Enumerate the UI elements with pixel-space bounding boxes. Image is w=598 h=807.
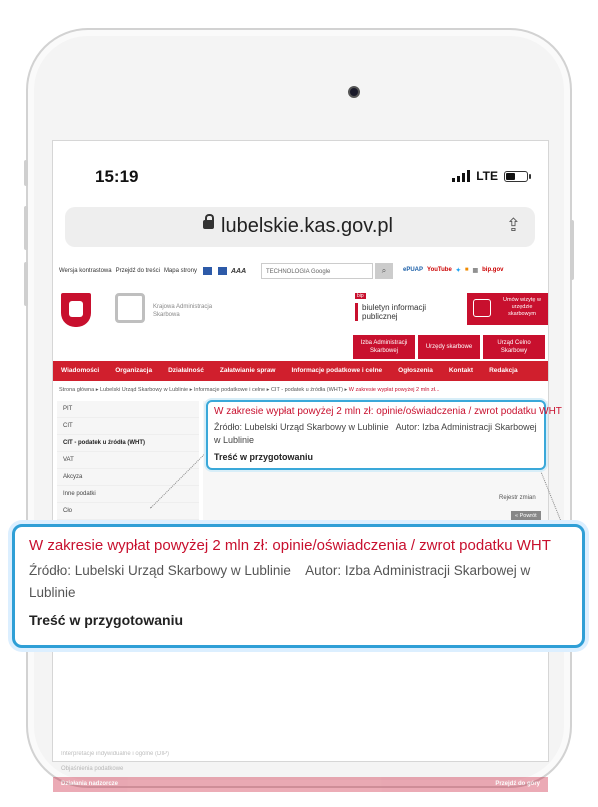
website xyxy=(53,259,562,787)
rss-icon[interactable]: ■ xyxy=(464,267,469,273)
sidebar-item[interactable]: Inne podatki xyxy=(57,486,199,503)
breadcrumb-item[interactable]: CIT - podatek u źródła (WHT) xyxy=(270,387,343,393)
article-author: Autor: Izba Administracji Skarbowej w Lublinie xyxy=(214,422,537,445)
bip-tag: bip xyxy=(357,293,364,299)
breadcrumb-item[interactable]: Strona główna xyxy=(59,387,95,393)
link-contrast[interactable]: Wersja kontrastowa xyxy=(59,268,112,274)
sidebar-item-active[interactable]: CIT - podatek u źródła (WHT) xyxy=(57,435,199,452)
sidebar-item[interactable]: VAT xyxy=(57,452,199,469)
breadcrumb-item[interactable]: Informacje podatkowe i celne xyxy=(193,387,266,393)
twitter-icon[interactable]: ✦ xyxy=(455,268,461,274)
article-title: W zakresie wypłat powyżej 2 mln zł: opinie/oświadczenia / zwrot podatku WHT xyxy=(29,537,551,554)
sidebar-item[interactable]: Cło xyxy=(57,503,199,520)
faded-item-active xyxy=(53,777,548,792)
back-to-top-link: Przejdź do góry xyxy=(495,781,540,787)
breadcrumb: Strona główna ▸ Lubelski Urząd Skarbowy w Lublinie ▸ Informacje podatkowe i celne ▸ CIT - podatek u źródła (WHT) ▸ W zakresie wypłat powyżej 2 mln zł... xyxy=(59,387,440,393)
signal-icon xyxy=(452,170,470,182)
share-icon[interactable]: ⇪ xyxy=(505,215,521,235)
faded-item: Objaśnienia podatkowe xyxy=(61,766,124,772)
nav-item[interactable]: Redakcja xyxy=(489,367,518,374)
font-size-toggle[interactable]: AAA xyxy=(230,267,247,275)
topbar-links xyxy=(59,267,246,275)
article-status: Treść w przygotowaniu xyxy=(29,612,184,628)
search-input[interactable]: TECHNOLOGIA Google xyxy=(261,263,373,279)
epuap-icon[interactable]: ePUAP xyxy=(403,267,424,273)
article-title: W zakresie wypłat powyżej 2 mln zł: opinie/oświadczenia / zwrot podatku WHT xyxy=(214,406,562,417)
kas-name: Krajowa Administracja Skarbowa xyxy=(153,304,213,318)
nav-item[interactable]: Kontakt xyxy=(448,367,474,374)
appointment-label: Umów wizytę w urzędzie skarbowym xyxy=(503,297,541,317)
appointment-button[interactable] xyxy=(467,293,548,325)
subtabs xyxy=(353,335,545,359)
status-indicators xyxy=(452,169,528,183)
youtube-icon[interactable]: YouTube xyxy=(427,267,452,273)
article-callout-zoomed xyxy=(12,524,585,648)
back-button[interactable]: « Powrót xyxy=(511,511,541,521)
faded-item: Interpretacje indywidualne i ogólne (DIP) xyxy=(61,751,170,757)
kas-logo-icon xyxy=(115,293,145,323)
sidebar-item[interactable]: PIT xyxy=(57,401,199,418)
article-source: Źródło: Lubelski Urząd Skarbowy w Lublinie xyxy=(214,422,389,432)
link-sitemap[interactable]: Mapa strony xyxy=(163,268,197,274)
article-source: Źródło: Lubelski Urząd Skarbowy w Lublinie xyxy=(29,563,291,578)
link-skip-content[interactable]: Przejdź do treści xyxy=(115,268,160,274)
bip-gov-link[interactable]: bip.gov xyxy=(482,267,504,273)
calendar-icon[interactable]: ▦ xyxy=(472,268,479,274)
change-log-link[interactable]: Rejestr zmian xyxy=(499,495,536,501)
sign-language-icon[interactable] xyxy=(218,267,227,275)
article-meta xyxy=(29,560,568,604)
sidebar-item[interactable]: Akcyza xyxy=(57,469,199,486)
search-icon[interactable]: ⌕ xyxy=(375,263,393,279)
bip-link[interactable]: biuletyn informacji publicznej xyxy=(355,303,458,321)
sidebar-item[interactable]: CIT xyxy=(57,418,199,435)
faded-item-label: Działania nadzorcze xyxy=(61,781,119,787)
address-bar[interactable] xyxy=(65,207,535,247)
subtab-ias[interactable]: Izba Administracji Skarbowej xyxy=(353,335,415,359)
nav-item[interactable]: Ogłoszenia xyxy=(398,367,433,374)
accessibility-icon[interactable] xyxy=(203,267,212,275)
network-label: LTE xyxy=(476,169,498,183)
status-time: 15:19 xyxy=(95,167,139,186)
nav-item[interactable]: Działalność xyxy=(168,367,204,374)
calendar-icon xyxy=(473,299,491,317)
phone-power-button xyxy=(570,220,574,280)
faded-menu xyxy=(53,747,548,807)
main-nav xyxy=(53,361,548,381)
article-status: Treść w przygotowaniu xyxy=(214,452,314,462)
phone-side-button xyxy=(24,160,28,186)
social-icons xyxy=(403,267,503,274)
url-text: lubelskie.kas.gov.pl xyxy=(221,215,393,237)
nav-item[interactable]: Organizacja xyxy=(115,367,153,374)
subtab-us[interactable]: Urzędy skarbowe xyxy=(418,335,480,359)
article-author: Autor: Izba Administracji Skarbowej w Lublinie xyxy=(29,563,531,600)
camera-icon xyxy=(348,86,360,98)
lock-icon xyxy=(203,220,214,229)
poland-emblem-icon xyxy=(61,293,91,327)
nav-item[interactable]: Załatwianie spraw xyxy=(219,367,276,374)
article-callout-small xyxy=(206,400,562,470)
breadcrumb-item[interactable]: Lubelski Urząd Skarbowy w Lublinie xyxy=(100,387,189,393)
article-meta xyxy=(214,421,538,447)
nav-item[interactable]: Informacje podatkowe i celne xyxy=(291,367,383,374)
battery-icon xyxy=(504,171,528,182)
sidebar-menu xyxy=(57,401,199,537)
nav-item[interactable]: Wiadomości xyxy=(61,367,100,374)
subtab-ucs[interactable]: Urząd Celno Skarbowy xyxy=(483,335,545,359)
breadcrumb-current: W zakresie wypłat powyżej 2 mln zł... xyxy=(348,387,440,393)
phone-volume-down xyxy=(24,262,28,306)
phone-volume-up xyxy=(24,206,28,250)
